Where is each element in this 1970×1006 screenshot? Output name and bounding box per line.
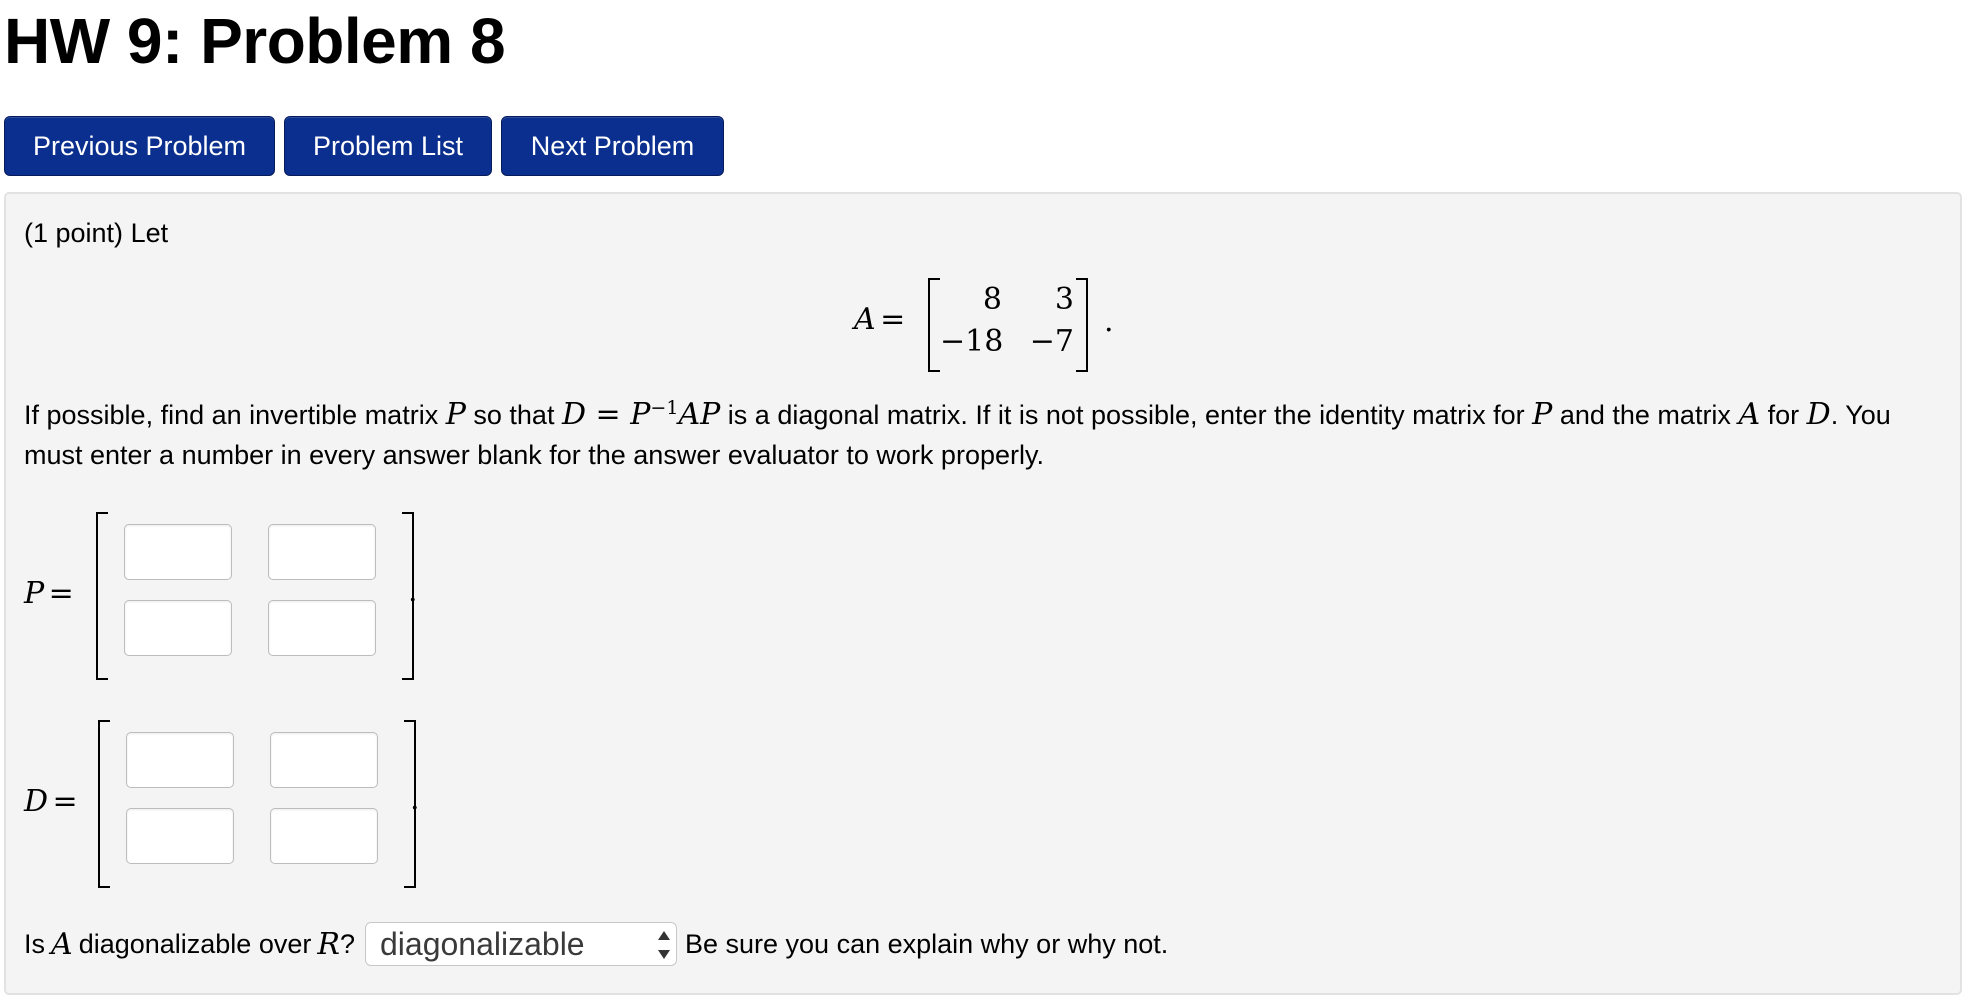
next-problem-button[interactable]: Next Problem: [501, 116, 724, 176]
matrix-a-equals: =: [880, 302, 906, 337]
matrix-p-entry: [24, 512, 424, 682]
matrix-a-period: .: [1104, 304, 1114, 339]
matrix-a-cell: 3: [1054, 282, 1074, 317]
problem-list-button[interactable]: Problem List: [284, 116, 492, 176]
previous-problem-button[interactable]: Previous Problem: [4, 116, 275, 176]
matrix-d-entry-r2c1[interactable]: [126, 808, 234, 864]
diagonalizable-select-value: diagonalizable: [379, 925, 585, 962]
matrix-d-left-bracket: [98, 720, 110, 888]
matrix-d-entry-r1c2[interactable]: [270, 732, 378, 788]
matrix-p-period: .: [408, 574, 418, 609]
intro-let: Let: [130, 218, 169, 248]
matrix-a-cell: 8: [982, 282, 1002, 317]
explain-note: Be sure you can explain why or why not.: [684, 928, 1169, 959]
matrix-d-entry-r2c2[interactable]: [270, 808, 378, 864]
diagonalizable-select[interactable]: [365, 922, 677, 966]
matrix-p-entry-r1c2[interactable]: [268, 524, 376, 580]
matrix-p-entry-r2c2[interactable]: [268, 600, 376, 656]
instruction-text: If possible, find an invertible matrix P so that $D = P^{-1}AP$ is a diagonal matrix. If it is not possible, enter the identity matrix for P and the matrix A for D. You must enter a number in every answer blank for the answer evaluator to work properly.: [24, 397, 1891, 470]
matrix-a-cell: −7: [1029, 324, 1074, 359]
select-arrows-icon: [656, 929, 670, 961]
matrix-p-name: P: [24, 576, 45, 611]
diagonalizable-question: Is A diagonalizable over R ? diagonalizable Be sure you can explain why or why not.: [24, 922, 1168, 966]
matrix-p-entry-r2c1[interactable]: [124, 600, 232, 656]
matrix-p-left-bracket: [96, 512, 108, 680]
matrix-a-left-bracket: [928, 278, 940, 372]
problem-panel: [4, 192, 1962, 995]
matrix-d-equals: =: [52, 784, 78, 819]
problem-navigation: [4, 116, 724, 176]
page-title: HW 9: Problem 8: [4, 5, 506, 77]
matrix-d-period: .: [410, 782, 420, 817]
matrix-d-entry-r1c1[interactable]: [126, 732, 234, 788]
matrix-a-right-bracket: [1076, 278, 1088, 372]
points-label: (1 point): [24, 218, 124, 248]
matrix-p-entry-r1c1[interactable]: [124, 524, 232, 580]
matrix-d-name: D: [24, 784, 49, 819]
matrix-p-equals: =: [48, 576, 74, 611]
matrix-d-entry: [24, 720, 424, 890]
problem-intro: [24, 218, 168, 249]
matrix-a-name: A: [854, 302, 876, 337]
matrix-a-cell: −18: [940, 324, 1004, 359]
